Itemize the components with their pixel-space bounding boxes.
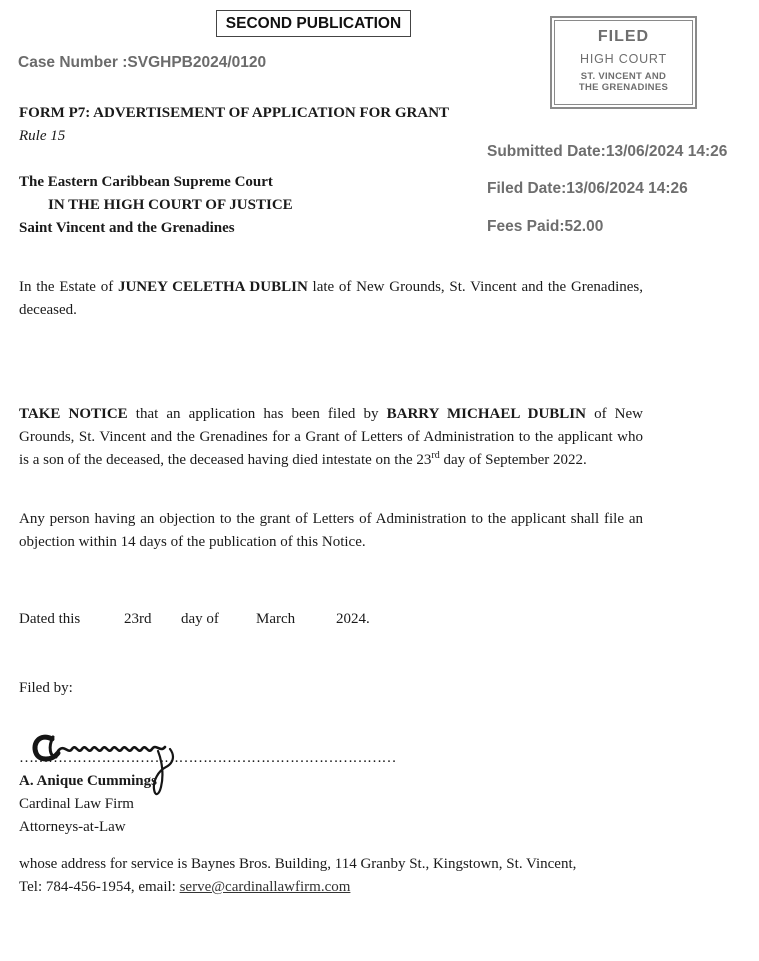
filed-stamp-inner (554, 20, 693, 105)
filed-date: Filed Date:13/06/2024 14:26 (487, 180, 688, 197)
applicant-name: BARRY MICHAEL DUBLIN (386, 406, 586, 422)
form-title: FORM P7: ADVERTISEMENT OF APPLICATION FOR GRANT (19, 105, 450, 121)
stamp-title: FILED (597, 28, 650, 45)
notice-paragraph (19, 403, 643, 472)
notice-text-3: day of September 2022. (439, 452, 587, 468)
objection-paragraph: Any person having an objection to the grant of Letters of Administration to the applicant shall file an objection within 14 days of the publication of this Notice. (19, 511, 643, 550)
court-division: IN THE HIGH COURT OF JUSTICE (48, 197, 293, 213)
service-address: whose address for service is Baynes Bros. Building, 114 Granby St., Kingstown, St. Vincent, (19, 856, 577, 872)
deceased-name: JUNEY CELETHA DUBLIN (117, 279, 308, 295)
court-name: The Eastern Caribbean Supreme Court (19, 174, 273, 190)
stamp-court: HIGH COURT (580, 52, 667, 66)
law-firm-name: Cardinal Law Firm (19, 796, 134, 812)
signature-dots: …………………………………………………………………… (19, 750, 396, 766)
filed-stamp (550, 16, 697, 109)
publication-label: SECOND PUBLICATION (216, 10, 411, 37)
attorney-name: A. Anique Cummings (19, 773, 157, 789)
dated-label: Dated this (19, 611, 81, 627)
form-rule: Rule 15 (19, 128, 66, 144)
estate-suffix: late of New Grounds, St. Vincent and the Grenadines, deceased. (19, 279, 643, 318)
case-number: Case Number :SVGHPB2024/0120 (18, 54, 267, 71)
fees-paid: Fees Paid:52.00 (487, 218, 604, 235)
notice-lead: TAKE NOTICE (19, 406, 128, 422)
dated-day: 23rd (124, 611, 152, 627)
stamp-place (579, 71, 668, 93)
dated-year: 2024. (336, 611, 370, 627)
submitted-date: Submitted Date:13/06/2024 14:26 (487, 143, 728, 160)
notice-text-2: of New Grounds, St. Vincent and the Grenadines for a Grant of Letters of Administration to the applicant who is a son of the deceased, the deceased having died intestate on the 23 (19, 406, 644, 468)
notice-text-1: that an application has been filed by (127, 406, 387, 422)
telephone: Tel: 784-456-1954, email: (19, 879, 180, 895)
notice-ordinal: rd (431, 450, 440, 461)
attorney-role: Attorneys-at-Law (19, 819, 126, 835)
stamp-place-line2: THE GRENADINES (578, 82, 669, 93)
court-jurisdiction: Saint Vincent and the Grenadines (19, 220, 235, 236)
dated-day-of: day of (181, 611, 219, 627)
estate-prefix: In the Estate of (19, 279, 118, 295)
estate-paragraph (19, 276, 643, 322)
dated-row (19, 611, 419, 631)
dated-month: March (256, 611, 296, 627)
email-link[interactable]: serve@cardinallawfirm.com (179, 879, 351, 895)
stamp-place-line1: ST. VINCENT AND (580, 71, 667, 82)
filed-by-label: Filed by: (19, 680, 73, 696)
contact-line (19, 879, 350, 896)
